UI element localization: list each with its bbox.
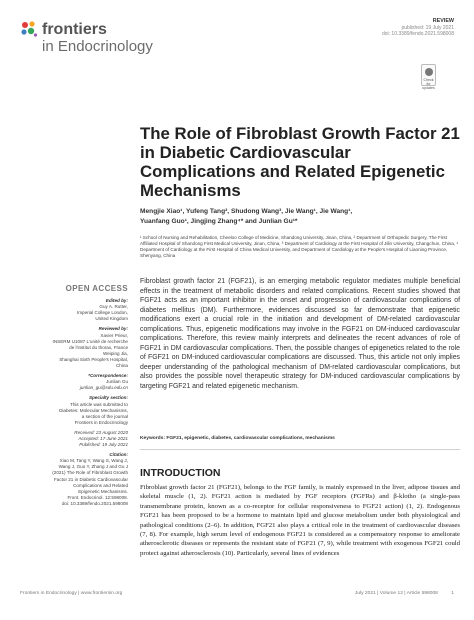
page-number: 1	[451, 591, 454, 596]
specialty-line: a section of the journal	[81, 413, 128, 419]
crossmark-icon	[425, 68, 433, 76]
footer-volume: July 2021 | Volume 12 | Article 598008	[354, 591, 438, 596]
article-type: REVIEW	[432, 18, 454, 24]
article-title: The Role of Fibroblast Growth Factor 21 in Diabetic Cardiovascular Complications and Related Epigenetic Mechanisms	[140, 124, 460, 200]
author-line-1[interactable]: Mengjie Xiao¹, Yufeng Tang², Shudong Wang³, Jie Wang¹, Jie Wang¹,	[140, 208, 353, 215]
badge-label: Check for updates	[422, 78, 435, 90]
article-info-sidebar	[20, 286, 128, 507]
editor-line: United Kingdom	[95, 316, 128, 322]
specialty-line: This article was submitted to	[70, 401, 128, 407]
footer-issue-info	[355, 591, 454, 596]
introduction-text: Fibroblast growth factor 21 (FGF21), belongs to the FGF family, is mainly expressed in the liver, adipose tissues and skeletal muscle (1, 2). FGF21 action is mediated by FGF receptors (FGFRs) and β-klotho (a single-pass transmembrane protein, known as a co-receptor for cellular responsiveness to FGF21 action) (1, 2). Endogenous FGF21 has been proposed to be a hormone to maintain lipid and glucose metabolism under both physiological and pathological conditions (2–6). In addition, FGF21 also plays a critical role in the treatment of cardiovascular diseases (7, 8). For example, high serum level of endogenous FGF21 is considered as a compensatory response to ameliorate atherosclerotic diseases or represents the resistant state of FGF21 (7, 9), while treatment with exogenous FGF21 could protect against atherosclerosis (10). Particularly, several lines of evidences	[140, 484, 460, 557]
correspondence-name: Junlian Gu	[106, 379, 128, 385]
author-list	[140, 207, 460, 227]
specialty-section-label: Specialty section:	[88, 395, 128, 401]
citation-line: Complications and Related	[73, 482, 128, 488]
citation-line: Front. Endocrinol. 12:598008.	[67, 494, 128, 500]
brand-name: frontiers	[42, 21, 107, 38]
citation-line: Factor 21 in Diabetic Cardiovascular	[53, 476, 128, 482]
reviewer-line: China	[115, 363, 128, 369]
article-meta	[294, 18, 454, 38]
frontiers-logo-icon	[20, 20, 38, 38]
received-date: Received: 23 August 2020	[74, 429, 128, 435]
reviewer-line: Weiping Jia,	[103, 350, 128, 356]
published-date-sidebar: Published: 19 July 2021	[79, 442, 128, 448]
keywords-label: Keywords:	[140, 436, 166, 441]
reviewed-by-label: Reviewed by:	[98, 326, 128, 332]
correspondence-email-link[interactable]: junlian_gu@sdu.edu.cn	[79, 385, 128, 391]
check-for-updates-badge[interactable]	[421, 64, 436, 90]
reviewer-line: de l'institut du thorax, France	[69, 344, 128, 350]
keywords	[140, 436, 460, 442]
keywords-list: FGF21, epigenetic, diabetes, cardiovascular complications, mechanisms	[166, 436, 335, 441]
abstract: Fibroblast growth factor 21 (FGF21), is an emerging metabolic regulator mediates multiple beneficial effects in the treatment of metabolic disorders and related complications. Recent studies showed that FGF21 acts as an important inhibitor in the onset and progression of cardiovascular complications of diabetes mellitus (DM). Furthermore, evidences discussed so far demonstrate that epigenetic modifications exert a crucial role in the initiation and development of DM-related cardiovascular complications. Thus, epigenetic modifications may involve in the FGF21 on DM-induced cardiovascular complications. Therefore, this review mainly interprets and delineates the recent advances of role of FGF21 in DM cardiovascular complications. Then, the possible changes of epigenetics related to the role of FGF21 on DM-induced cardiovascular complications are discussed. Thus, this article not only implies deeper understanding of the pathological mechanism of DM-related cardiovascular complications, but also provides the possible novel therapeutic strategy for DM-induced cardiovascular complications by targeting FGF21 and related epigenetic mechanism.	[140, 278, 460, 390]
correspondence-label: *Correspondence:	[88, 373, 128, 379]
citation-label: Citation:	[109, 452, 128, 458]
open-access-label: OPEN ACCESS	[65, 284, 128, 293]
reviewer-line: INSERM U1087 L'unité de recherche	[52, 338, 128, 344]
published-date: published: 19 July 2021	[401, 24, 454, 31]
editor-line: Guy A. Rutter,	[99, 304, 128, 310]
citation-doi-link[interactable]: doi: 10.3389/fendo.2021.598008	[61, 500, 128, 506]
citation-line: (2021) The Role of Fibroblast Growth	[52, 470, 128, 476]
section-divider	[140, 449, 460, 450]
introduction-heading: INTRODUCTION	[140, 467, 221, 479]
journal-logo[interactable]	[20, 18, 180, 58]
footer-journal-link[interactable]: Frontiers in Endocrinology | www.frontiersin.org	[20, 591, 123, 596]
specialty-line: Diabetes: Molecular Mechanisms,	[59, 407, 128, 413]
affiliations: ¹ School of Nursing and Rehabilitation, Cheeloo College of Medicine, Shandong University, Jinan, China, ² Department of Orthopedic Surgery, The First Affiliated Hospital of Shandong First Medical University, Jinan, China, ³ Department of Cardiology at the First Hospital of Jilin University, Changchun, China, ⁴ Department of Cardiology at the First Hospital of China Medical University, and Department of Cardiology at the People's Hospital of Liaoning Province, Shenyang, China	[140, 235, 459, 259]
citation-line: Xiao M, Tang Y, Wang S, Wang J,	[59, 458, 128, 464]
editor-line: Imperial College London,	[76, 310, 128, 316]
journal-name: in Endocrinology	[42, 38, 153, 55]
edited-by-label: Edited by:	[105, 298, 128, 304]
citation-line: Epigenetic Mechanisms.	[78, 488, 128, 494]
reviewer-line: Xavier Prieur,	[100, 332, 128, 338]
accepted-date: Accepted: 17 June 2021	[78, 435, 128, 441]
citation-line: Wang J, Guo Y, Zhang J and Gu J	[58, 464, 128, 470]
reviewer-line: Shanghai Sixth People's Hospital,	[59, 356, 128, 362]
doi-link[interactable]: doi: 10.3389/fendo.2021.598008	[381, 31, 454, 38]
specialty-line: Frontiers in Endocrinology	[74, 419, 128, 425]
author-line-2[interactable]: Yuanfang Guo¹, Jingjing Zhang⁴* and Junlian Gu¹*	[140, 218, 298, 225]
